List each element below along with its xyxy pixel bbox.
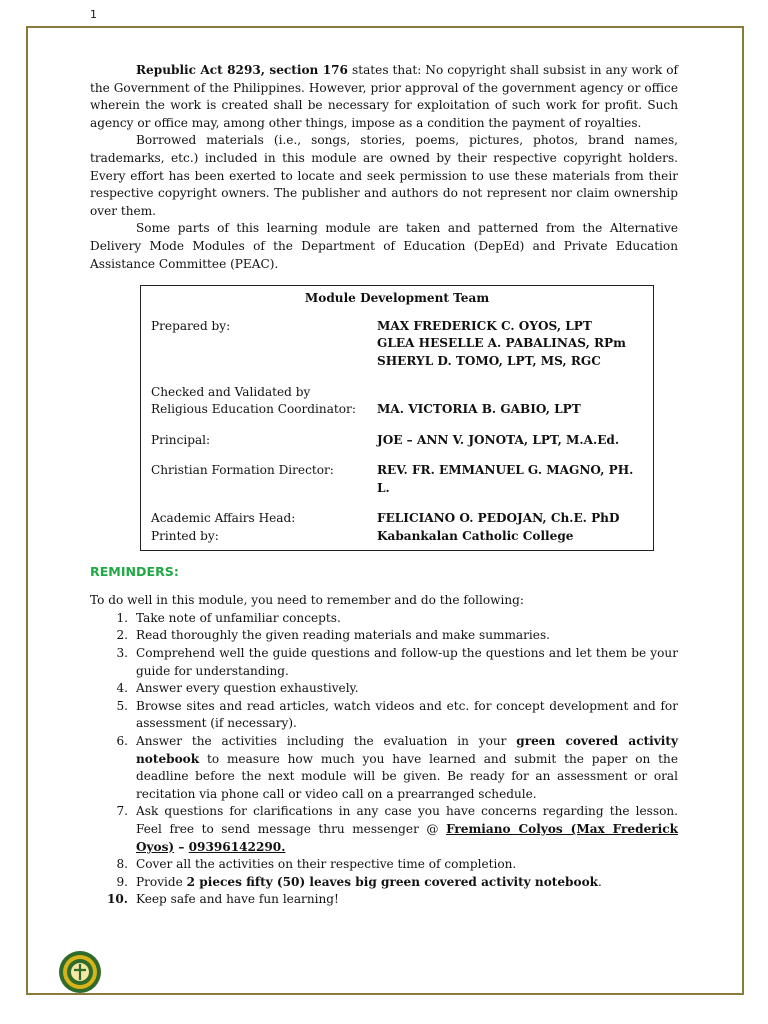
- notebook-emphasis: green covered activity notebook: [136, 734, 678, 766]
- printer-name: Kabankalan Catholic College: [377, 529, 574, 544]
- team-row-checked-2: [151, 401, 643, 419]
- list-item: 2. Read thoroughly the given reading materials and make summaries.: [116, 628, 550, 643]
- reminders-list: [90, 610, 678, 909]
- list-item: 9. Provide 2 pieces fifty (50) leaves big green covered activity notebook.: [116, 874, 602, 889]
- list-item: 5. Browse sites and read articles, watch videos and etc. for concept development and for assessment (if necessary).: [116, 698, 678, 731]
- reminders-heading: REMINDERS:: [90, 563, 179, 579]
- notebook-requirement: 2 pieces fifty (50) leaves big green covered activity notebook: [186, 874, 599, 889]
- team-member: MA. VICTORIA B. GABIO, LPT: [377, 402, 581, 417]
- team-row-checked-1: [151, 384, 643, 402]
- team-row-aah: [151, 510, 643, 528]
- role-label: Printed by:: [151, 529, 219, 544]
- copyright-text-1: states that: No copyright shall subsist in any work of the Government of the Philippines. However, prior approval of the government agency or office wherein the work is created shall be necessary for exploitation of such work for profit. Such agency or office may, among other things, impose as a condition the payment of royalties.: [90, 63, 678, 130]
- team-member: MAX FREDERICK C. OYOS, LPT: [377, 318, 592, 333]
- copyright-paragraph-2: Borrowed materials (i.e., songs, stories, poems, pictures, photos, brand names, trademarks, etc.) included in this module are owned by their respective copyright holders. Every effort has been exerted to locate and seek permission to use these materials from their respective copyright owners. The publisher and authors do not represent nor claim ownership over them.: [90, 133, 678, 218]
- team-member: JOE – ANN V. JONOTA, LPT, M.A.Ed.: [377, 432, 620, 447]
- list-item: 8. Cover all the activities on their respective time of completion.: [116, 857, 517, 872]
- team-row-printed: [151, 528, 643, 546]
- team-member: GLEA HESELLE A. PABALINAS, RPm: [377, 336, 626, 351]
- role-label: Religious Education Coordinator:: [151, 402, 356, 417]
- list-item: 4. Answer every question exhaustively.: [116, 681, 359, 696]
- copyright-paragraph-1: [90, 62, 678, 132]
- role-label: Principal:: [151, 432, 211, 447]
- team-row-principal: [151, 432, 643, 450]
- messenger-contact-link[interactable]: Fremiano Colyos (Max Frederick Oyos): [136, 821, 678, 854]
- role-label: Christian Formation Director:: [151, 463, 334, 478]
- role-label: Checked and Validated by: [151, 384, 311, 399]
- phone-number-link[interactable]: 09396142290.: [188, 839, 286, 854]
- list-item: 7. Ask questions for clarifications in any case you have concerns regarding the lesson. Feel free to send message thru messenger @ Fremiano Colyos (Max Frederick Oyos) – 09396142290.: [116, 804, 678, 854]
- list-item: 3. Comprehend well the guide questions and follow-up the questions and let them be your guide for understanding.: [116, 646, 678, 678]
- team-row-cfd: [151, 462, 643, 497]
- list-item: 10. Keep safe and have fun learning!: [106, 892, 339, 907]
- team-member: FELICIANO O. PEDOJAN, Ch.E. PhD: [377, 511, 620, 526]
- team-row-prepared: [151, 318, 643, 371]
- team-member: REV. FR. EMMANUEL G. MAGNO, PH. L.: [377, 463, 634, 495]
- school-seal-icon: [58, 950, 102, 994]
- role-label: Prepared by:: [151, 318, 231, 333]
- document-body: [90, 62, 678, 909]
- list-item: 6. Answer the activities including the evaluation in your green covered activity notebook to measure how much you have learned and submit the paper on the deadline before the next module will be given. Be ready for an assessment or oral recitation via phone call or video call on a prearranged schedule.: [116, 734, 678, 801]
- copyright-paragraph-3: Some parts of this learning module are taken and patterned from the Alternative Delivery Mode Modules of the Department of Education (DepEd) and Private Education Assistance Committee (PEAC).: [90, 221, 678, 271]
- page-number: 1: [90, 8, 97, 21]
- module-development-team-box: [140, 285, 654, 551]
- reminders-intro: To do well in this module, you need to remember and do the following:: [90, 593, 524, 608]
- ra-citation: Republic Act 8293, section 176: [136, 63, 348, 77]
- list-item: 1. Take note of unfamiliar concepts.: [116, 610, 341, 625]
- team-title: Module Development Team: [304, 291, 490, 306]
- role-names: [377, 318, 626, 371]
- team-member: SHERYL D. TOMO, LPT, MS, RGC: [377, 353, 601, 368]
- role-label: Academic Affairs Head:: [151, 511, 296, 526]
